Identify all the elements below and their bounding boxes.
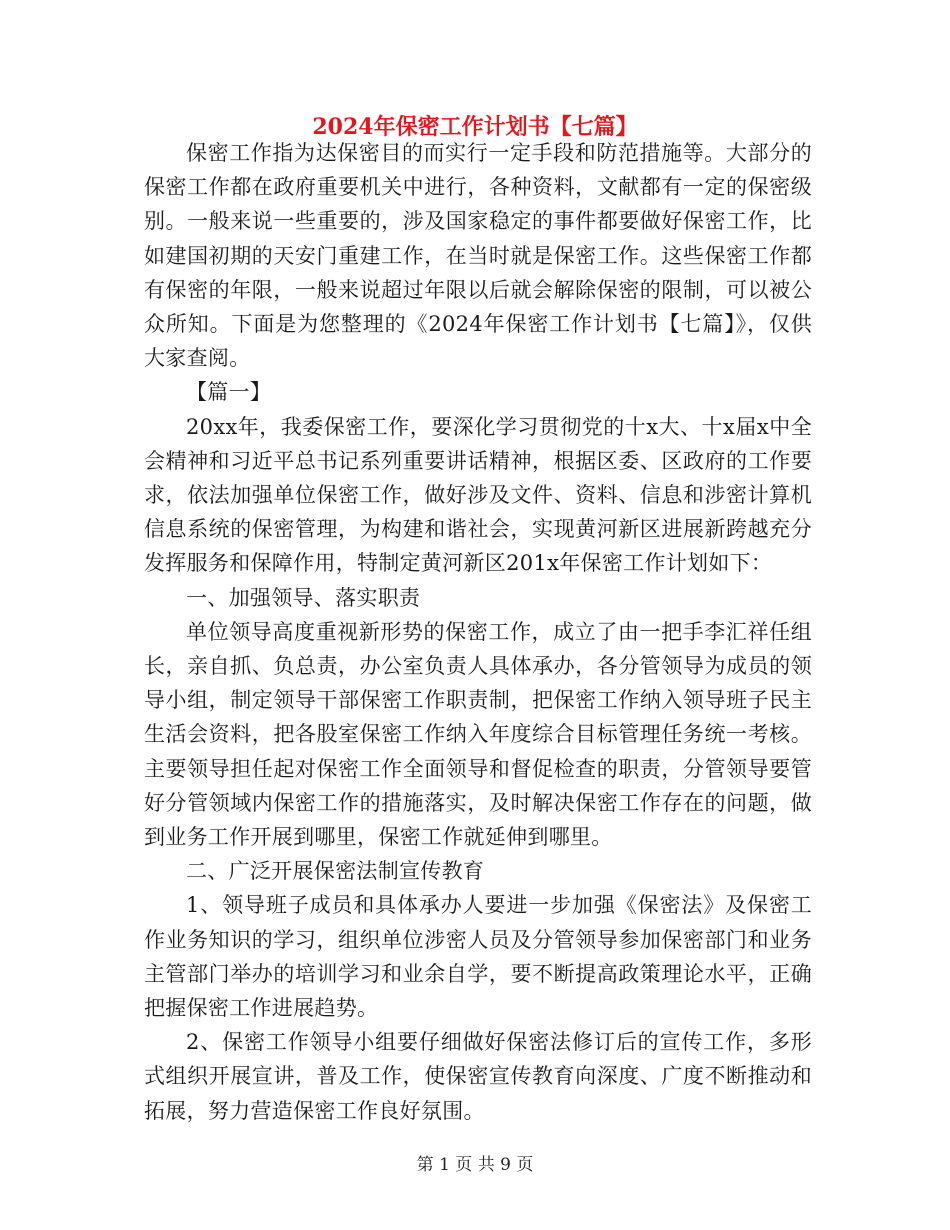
paragraph: 20xx年，我委保密工作，要深化学习贯彻党的十x大、十x届x中全会精神和习近平总书记系列重要讲话精神，根据区委、区政府的工作要求，依法加强单位保密工作，做好涉及文件、资料、信息和涉密计算机信息系统的保密管理，为构建和谐社会，实现黄河新区进展新跨越充分发挥服务和保障作用，特制定黄河新区201x年保密工作计划如下：: [144, 414, 812, 576]
paragraph: 2、保密工作领导小组要仔细做好保密法修订后的宣传工作，多形式组织开展宣讲，普及工作，使保密宣传教育向深度、广度不断推动和拓展，努力营造保密工作良好氛围。: [144, 1030, 812, 1123]
intro-paragraph: 保密工作指为达保密目的而实行一定手段和防范措施等。大部分的保密工作都在政府重要机关中进行，各种资料，文献都有一定的保密级别。一般来说一些重要的，涉及国家稳定的事件都要做好保密工作，比如建国初期的天安门重建工作，在当时就是保密工作。这些保密工作都有保密的年限，一般来说超过年限以后就会解除保密的限制，可以被公众所知。下面是为您整理的《2024年保密工作计划书【七篇】》，仅供大家查阅。: [144, 141, 812, 371]
paragraph: 单位领导高度重视新形势的保密工作，成立了由一把手李汇祥任组长，亲自抓、负总责，办公室负责人具体承办，各分管领导为成员的领导小组，制定领导干部保密工作职责制，把保密工作纳入领导班子民主生活会资料，把各股室保密工作纳入年度综合目标管理任务统一考核。主要领导担任起对保密工作全面领导和督促检查的职责，分管领导要管好分管领域内保密工作的措施落实，及时解决保密工作存在的问题，做到业务工作开展到哪里，保密工作就延伸到哪里。: [144, 619, 812, 850]
section-heading-part-one: 【篇一】: [186, 380, 272, 405]
page-number-footer: 第 1 页 共 9 页: [416, 1155, 534, 1175]
subheading: 一、加强领导、落实职责: [186, 585, 421, 610]
subheading: 二、广泛开展保密法制宣传教育: [186, 859, 485, 884]
document-body: [144, 136, 812, 1128]
paragraph: 1、领导班子成员和具体承办人要进一步加强《保密法》及保密工作业务知识的学习，组织单位涉密人员及分管领导参加保密部门和业务主管部门举办的培训学习和业余自学，要不断提高政策理论水平，正确把握保密工作进展趋势。: [144, 893, 812, 1021]
document-title: 2024年保密工作计划书【七篇】: [312, 114, 638, 140]
